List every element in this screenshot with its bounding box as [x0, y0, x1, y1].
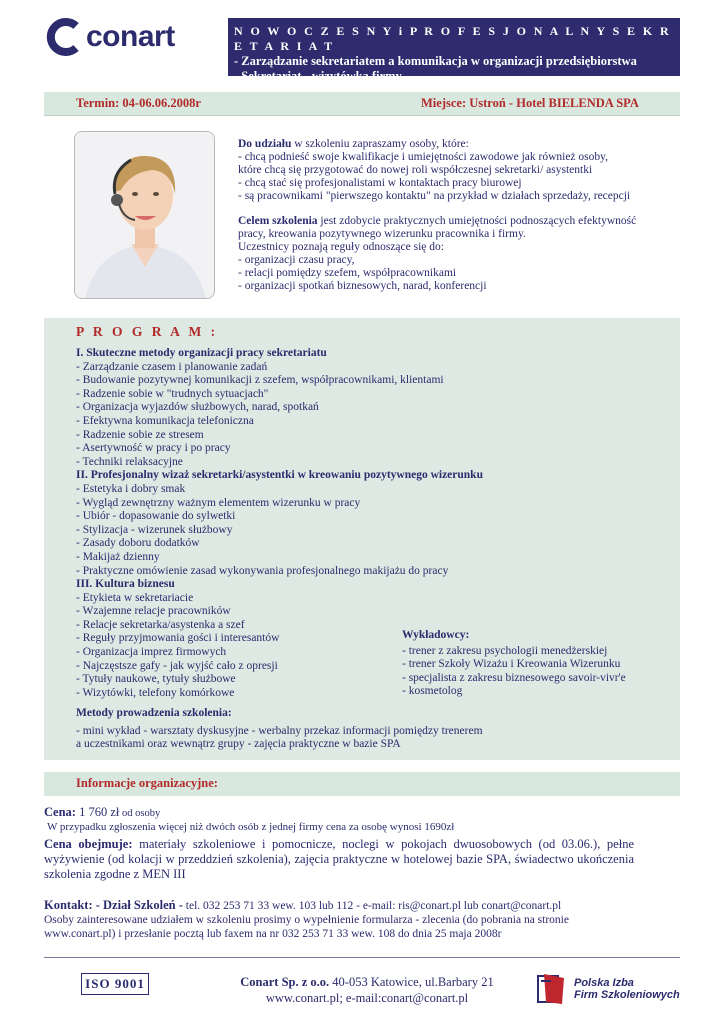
lecturer-item: - trener z zakresu psychologii menedżerskiej — [402, 644, 608, 657]
info-band — [44, 772, 680, 796]
price-value: 1 760 zł — [75, 805, 120, 819]
conart-logo-icon — [46, 18, 82, 56]
pifs-logo — [536, 971, 696, 1007]
pifs-logo-icon — [536, 972, 568, 1006]
price-includes-text: materiały szkoleniowe i pomocnicze, noclegi w pokojach dwuosobowych (od 03.06.), pełne wyżywienie (od kolacji w przeddzień szkolenia), zajęcia praktyczne w hotelowej bazie SPA, świadectwo ukończenia szkolenia zgodne z MEN III — [44, 837, 634, 881]
intro-line: pracy, kreowania pozytywnego wizerunku pracownika i firmy. — [238, 228, 526, 240]
program-item: - Wizytówki, telefony komórkowe — [76, 686, 235, 699]
intro-line: - organizacji czasu pracy, — [238, 254, 355, 266]
program-item: - Reguły przyjmowania gości i interesantów — [76, 632, 280, 645]
intro-line: które chcą się przygotować do nowej roli współczesnej sekretarki/ asystentki — [238, 164, 593, 176]
conart-logo — [46, 18, 175, 56]
price-suffix: od osoby — [119, 808, 161, 819]
program-item: - Estetyka i dobry smak — [76, 482, 186, 495]
company-address: 40-053 Katowice, ul.Barbary 21 — [329, 975, 494, 989]
program-item: - Makijaż dzienny — [76, 550, 160, 563]
price-note: W przypadku zgłoszenia więcej niż dwóch osób z jednej firmy cena za osobę wynosi 1690zł — [47, 821, 455, 833]
methods-block — [76, 707, 636, 752]
program-section — [44, 318, 680, 760]
program-item: - Radzenie sobie ze stresem — [76, 428, 204, 441]
company-web: www.conart.pl; e-mail:conart@conart.pl — [265, 991, 469, 1005]
date-place-band — [44, 92, 680, 116]
price-label: Cena: — [44, 805, 76, 819]
goal-paragraph — [238, 215, 678, 293]
section-heading: II. Profesjonalny wizaż sekretarki/asystentki w kreowaniu pozytywnego wizerunku — [76, 469, 483, 482]
price-line — [44, 805, 644, 820]
intro-line: - są pracownikami "pierwszego kontaktu" na przykład w działach sprzedaży, recepcji — [238, 190, 631, 202]
price-includes-label: Cena obejmuje: — [44, 837, 133, 851]
course-title: N O W O C Z E S N Y i P R O F E S J O N A L N Y S E K R E T A R I A T — [234, 24, 672, 53]
intro-line: - organizacji spotkań biznesowych, narad, konferencji — [238, 280, 487, 292]
program-item: - Ubiór - dopasowanie do sylwetki — [76, 510, 236, 523]
program-title: P R O G R A M : — [76, 324, 219, 339]
program-item: - Zasady doboru dodatków — [76, 537, 200, 550]
lecturer-item: - specjalista z zakresu biznesowego savoir-vivr'e — [402, 671, 626, 684]
footer-divider — [44, 957, 680, 958]
program-item: - Wzajemne relacje pracowników — [76, 605, 231, 618]
participants-paragraph — [238, 138, 678, 203]
secretary-photo — [74, 131, 215, 299]
intro-text — [238, 138, 678, 293]
program-item: - Techniki relaksacyjne — [76, 455, 183, 468]
registration-line: www.conart.pl) i przesłanie pocztą lub faxem na nr 032 253 71 33 wew. 108 do dnia 25 maja 2008r — [44, 927, 502, 940]
company-address-line — [222, 974, 512, 990]
program-item: - Asertywność w pracy i po pracy — [76, 442, 231, 455]
course-title-box — [228, 18, 680, 83]
info-heading: Informacje organizacyjne: — [76, 776, 218, 790]
program-item: - Relacje sekretarka/asystenka a szef — [76, 618, 245, 631]
course-place: Miejsce: Ustroń - Hotel BIELENDA SPA — [421, 96, 639, 110]
company-name: Conart Sp. z o.o. — [240, 975, 330, 989]
methods-line: - mini wykład - warsztaty dyskusyjne - werbalny przekaz informacji pomiędzy trenerem — [76, 724, 483, 737]
conart-logo-text: conart — [86, 20, 175, 53]
program-item: - Zarządzanie czasem i planowanie zadań — [76, 360, 268, 373]
program-item: - Stylizacja - wizerunek służbowy — [76, 523, 233, 536]
program-item: - Organizacja wyjazdów służbowych, narad, spotkań — [76, 401, 319, 414]
contact-line — [44, 898, 644, 913]
section-heading: III. Kultura biznesu — [76, 578, 175, 591]
price-includes — [44, 837, 634, 882]
company-info — [222, 974, 512, 1006]
program-item: - Radzenie sobie w "trudnych sytuacjach" — [76, 387, 269, 400]
intro-line: Uczestnicy poznają reguły odnoszące się do: — [238, 241, 444, 253]
intro-line: - chcą stać się profesjonalistami w kontaktach pracy biurowej — [238, 177, 522, 189]
contact-text: tel. 032 253 71 33 wew. 103 lub 112 - e-mail: ris@conart.pl lub conart@conart.pl — [182, 900, 562, 912]
lecturer-item: - kosmetolog — [402, 685, 463, 698]
program-item: - Wygląd zewnętrzny ważnym elementem wizerunku w pracy — [76, 496, 361, 509]
course-date: Termin: 04-06.06.2008r — [76, 96, 201, 110]
program-item: - Budowanie pozytywnej komunikacji z szefem, współpracownikami, klientami — [76, 374, 444, 387]
methods-line: a uczestnikami oraz wewnątrz grupy - zajęcia praktyczne w bazie SPA — [76, 738, 401, 751]
course-subtitle-1: - Zarządzanie sekretariatem a komunikacja w organizacji przedsiębiorstwa — [234, 54, 637, 68]
program-item: - Tytuły naukowe, tytuły służbowe — [76, 673, 236, 686]
lecturers-heading: Wykładowcy: — [402, 629, 470, 641]
program-item: - Najczęstsze gafy - jak wyjść cało z opresji — [76, 659, 278, 672]
intro-line: - chcą podnieść swoje kwalifikacje i umiejętności zawodowe jak również osoby, — [238, 151, 609, 163]
lecturer-item: - trener Szkoły Wizażu i Kreowania Wizerunku — [402, 658, 621, 671]
program-item: - Etykieta w sekretariacie — [76, 591, 194, 604]
course-subtitle-2: - Sekretariat - wizytówka firmy — [234, 69, 402, 83]
registration-note — [44, 914, 644, 941]
program-item: - Efektywna komunikacja telefoniczna — [76, 414, 254, 427]
program-item: - Praktyczne omówienie zasad wykonywania profesjonalnego makijażu do pracy — [76, 564, 449, 577]
intro-line: Celem szkolenia jest zdobycie praktycznych umiejętności podnoszących efektywność — [238, 215, 637, 227]
lecturers-block — [402, 629, 672, 699]
contact-label: Kontakt: - Dział Szkoleń - — [44, 898, 183, 912]
program-item: - Organizacja imprez firmowych — [76, 646, 227, 659]
section-heading: I. Skuteczne metody organizacji pracy sekretariatu — [76, 347, 327, 359]
intro-line: - relacji pomiędzy szefem, współpracownikami — [238, 267, 457, 279]
iso-badge: ISO 9001 — [81, 973, 149, 995]
pifs-text: Polska Izba Firm Szkoleniowych — [574, 977, 680, 1001]
intro-line: Do udziału w szkoleniu zapraszamy osoby, które: — [238, 138, 469, 150]
registration-line: Osoby zainteresowane udziałem w szkoleniu prosimy o wypełnienie formularza - zlecenia (do pobrania na stronie — [44, 914, 569, 926]
methods-heading: Metody prowadzenia szkolenia: — [76, 707, 232, 719]
